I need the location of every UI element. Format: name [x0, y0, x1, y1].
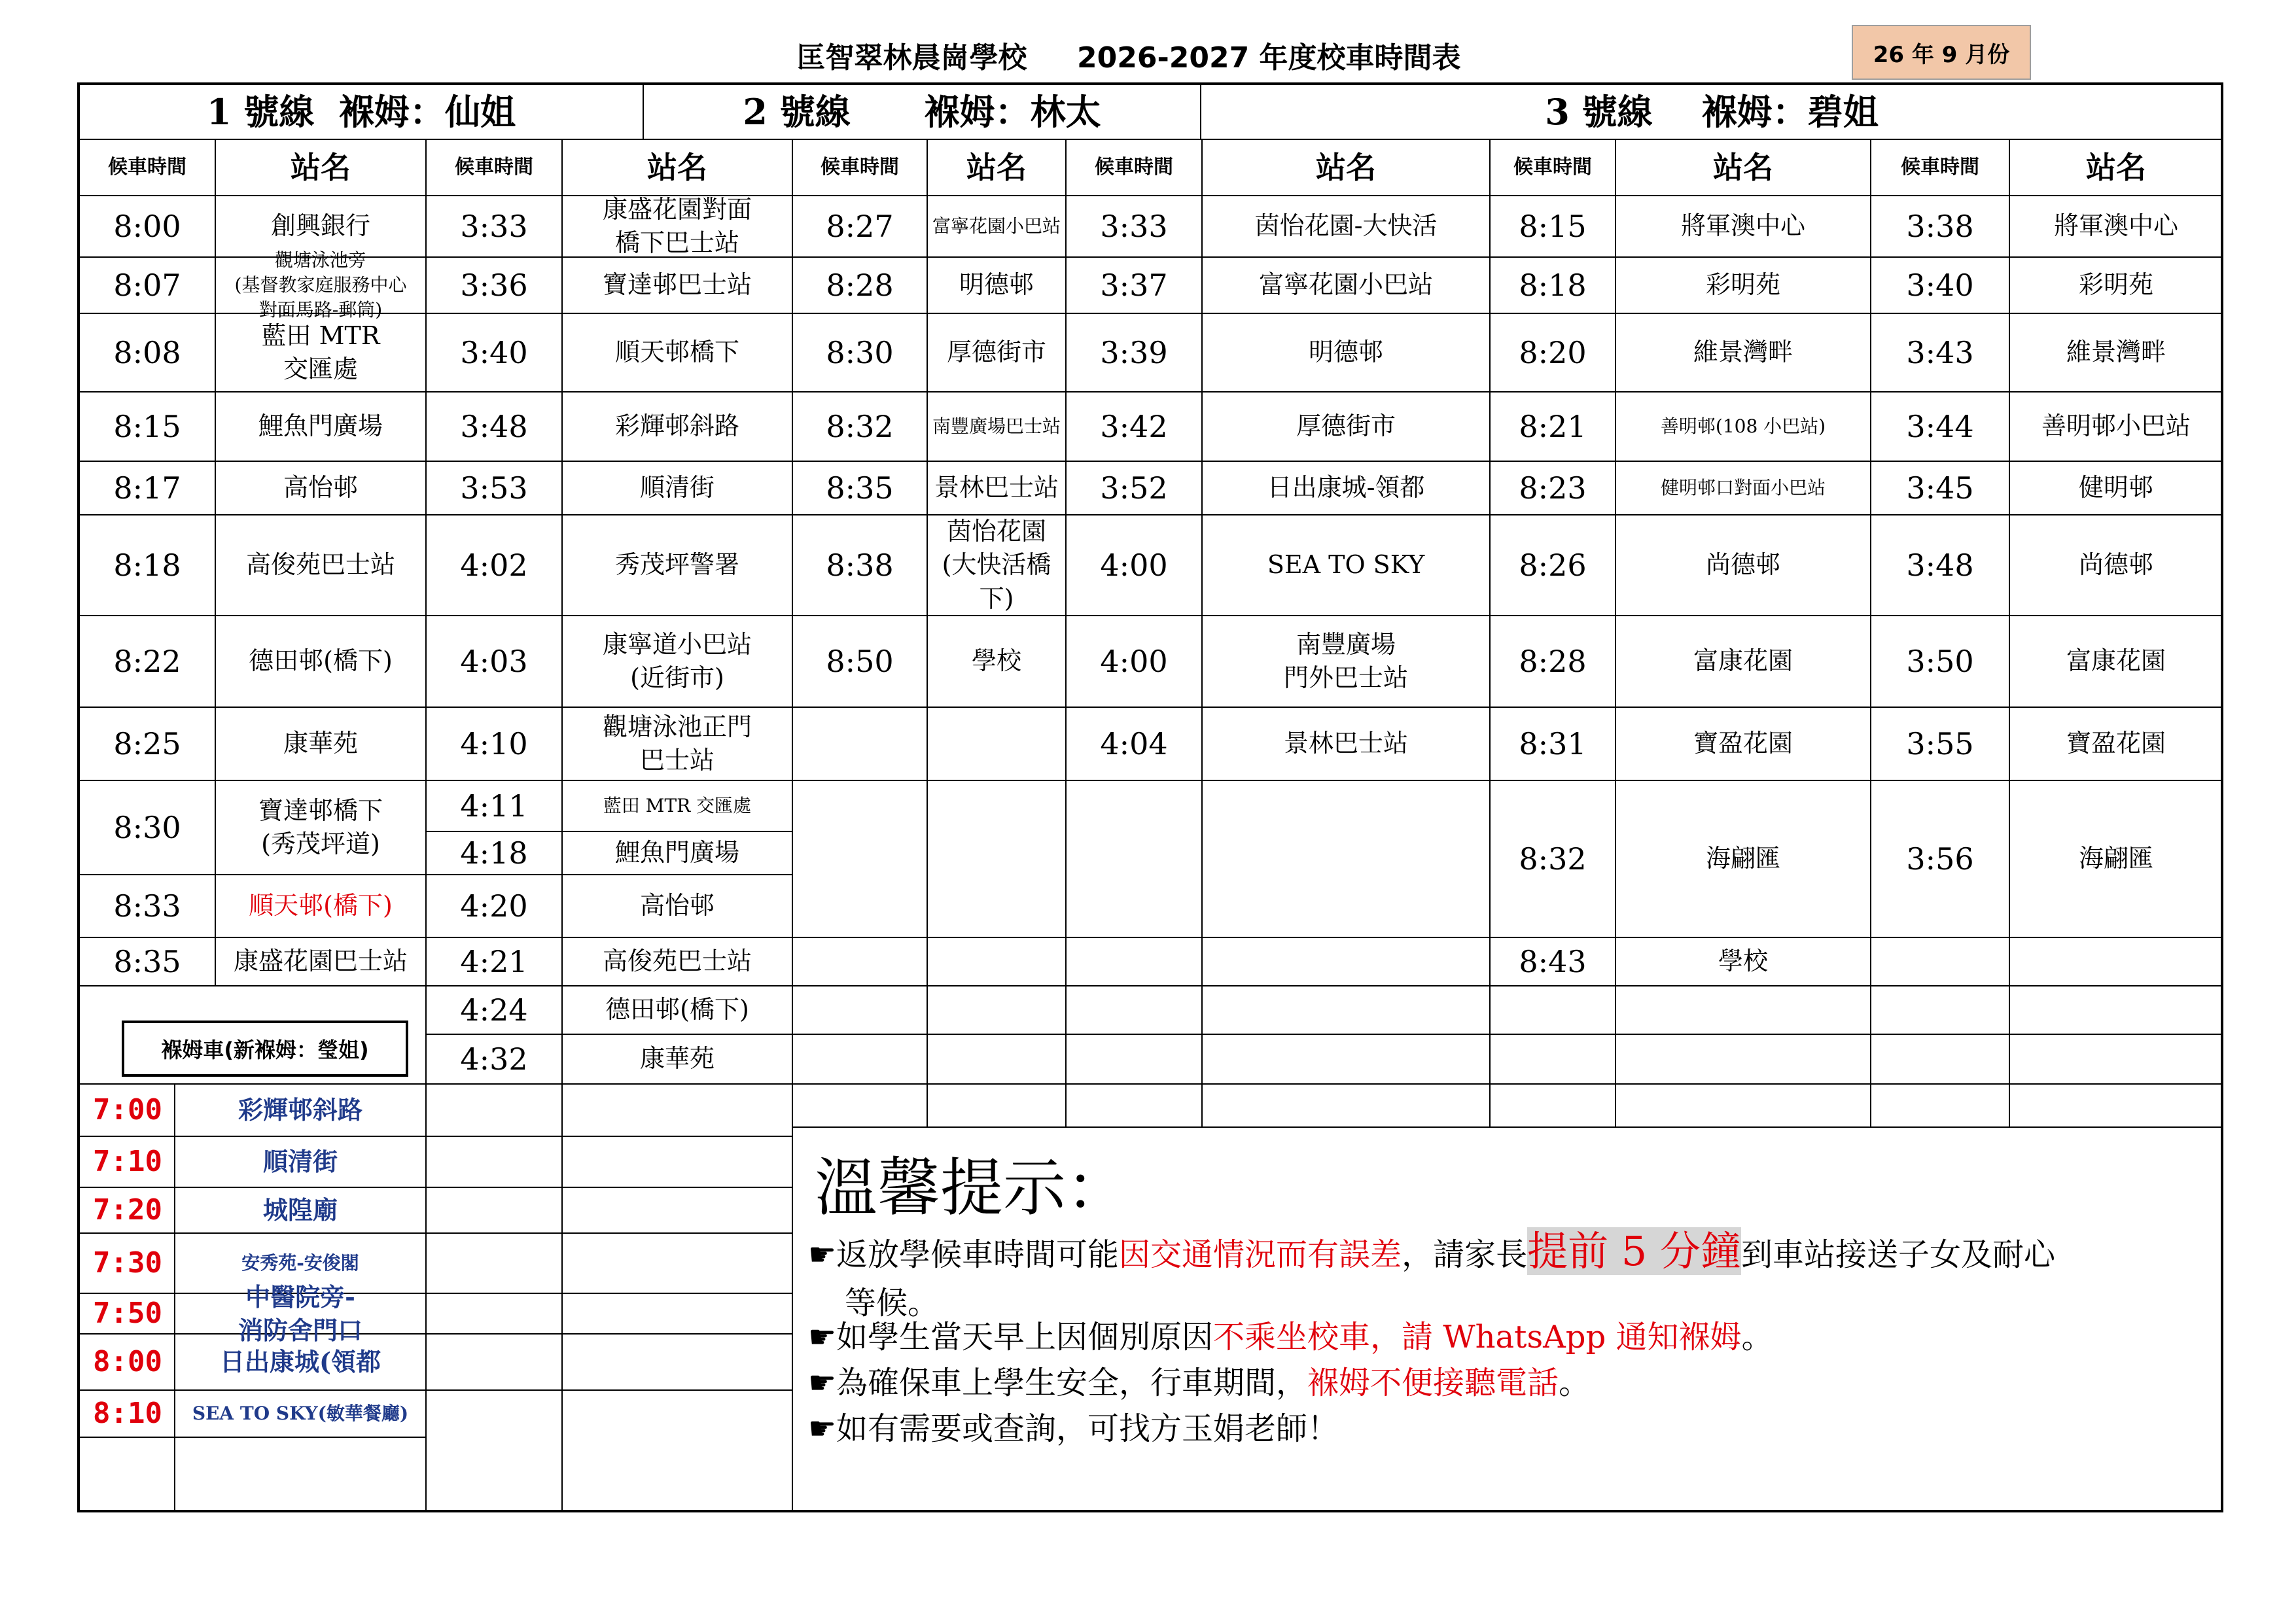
r3-pm-time: 3:55 [1871, 708, 2010, 781]
r2-pm-time: 3:33 [1067, 196, 1203, 258]
nanny-stop: 安秀苑-安俊閣 [175, 1234, 427, 1294]
r3-am-empty [1616, 1035, 1871, 1085]
r2-pm-empty [1067, 781, 1203, 938]
r1-pm-empty [563, 1188, 793, 1234]
r1-pm-stop: 康華苑 [563, 1035, 793, 1085]
r3-am-stop: 富康花園 [1616, 616, 1871, 708]
r1-am-time: 8:17 [80, 462, 216, 515]
r2-am-stop: 景林巴士站 [928, 462, 1067, 515]
r3-am-time: 8:15 [1491, 196, 1616, 258]
tip-1-text: 等候。 [845, 1284, 940, 1321]
r3-am-stop: 尚德邨 [1616, 515, 1871, 616]
r3-am-time: 8:31 [1491, 708, 1616, 781]
r1-am-time: 8:25 [80, 708, 216, 781]
tips-title: 溫馨提示： [815, 1151, 1129, 1225]
col-header-stop: 站名 [2010, 140, 2223, 196]
r2-pm-stop: 富寧花園小巴站 [1203, 258, 1491, 314]
r2-am-time: 8:30 [793, 314, 928, 393]
nanny-bus-label: 褓姆車(新褓姆：瑩姐) [122, 1021, 408, 1077]
r2-pm-stop: 景林巴士站 [1203, 708, 1491, 781]
col-header-stop: 站名 [563, 140, 793, 196]
r3-pm-stop: 彩明苑 [2010, 258, 2223, 314]
r1-am-stop: 觀塘泳池旁 (基督教家庭服務中心 對面馬路-郵筒) [216, 258, 427, 314]
page-title: 匡智翠林晨崗學校 2026-2027 年度校車時間表 [796, 41, 1461, 75]
nanny-time: 7:20 [80, 1188, 175, 1234]
r2-pm-time: 3:39 [1067, 314, 1203, 393]
r1-am-stop: 康華苑 [216, 708, 427, 781]
tip-2 [808, 1315, 2208, 1361]
r3-pm-stop: 將軍澳中心 [2010, 196, 2223, 258]
col-header-time: 候車時間 [80, 140, 216, 196]
tips-section [795, 1125, 2223, 1512]
r3-pm-empty [1871, 986, 2010, 1035]
r1-pm-time: 4:10 [427, 708, 563, 781]
col-header-time: 候車時間 [1871, 140, 2010, 196]
r2-am-time: 8:35 [793, 462, 928, 515]
r1-pm-stop: 高俊苑巴士站 [563, 938, 793, 986]
r3-am-stop: 學校 [1616, 938, 1871, 986]
r3-am-stop: 將軍澳中心 [1616, 196, 1871, 258]
tip-3-text: ☛為確保車上學生安全，行車期間， [808, 1365, 1308, 1401]
r2-am-empty [793, 1035, 928, 1085]
r1-am-time: 8:00 [80, 196, 216, 258]
r2-pm-time: 4:04 [1067, 708, 1203, 781]
r3-pm-empty [2010, 986, 2223, 1035]
nanny-time: 8:00 [80, 1335, 175, 1391]
r3-am-time: 8:32 [1491, 781, 1616, 938]
tip-2-red: 不乘坐校車，請 WhatsApp 通知褓姆 [1213, 1319, 1742, 1355]
r2-am-stop: 茵怡花園 (大快活橋下) [928, 515, 1067, 616]
tip-1-text: ，請家長 [1402, 1236, 1528, 1273]
nanny-stop: 順清街 [175, 1137, 427, 1188]
r1-pm-time: 4:20 [427, 875, 563, 938]
r3-pm-empty [2010, 1085, 2223, 1128]
route-2-header: 2 號線 褓姆：林太 [644, 85, 1201, 140]
r2-am-stop: 厚德街市 [928, 314, 1067, 393]
month-badge: 26 年 9 月份 [1852, 25, 2031, 80]
r2-pm-empty [1203, 1085, 1491, 1128]
r3-am-stop: 維景灣畔 [1616, 314, 1871, 393]
r1-pm-empty [427, 1391, 563, 1512]
r1-pm-empty [563, 1391, 793, 1512]
r1-pm-time: 4:21 [427, 938, 563, 986]
r3-pm-time: 3:40 [1871, 258, 2010, 314]
r3-am-time: 8:28 [1491, 616, 1616, 708]
r2-am-empty [928, 986, 1067, 1035]
col-header-time: 候車時間 [1067, 140, 1203, 196]
r1-pm-stop: 順清街 [563, 462, 793, 515]
col-header-stop: 站名 [216, 140, 427, 196]
r1-am-time: 8:35 [80, 938, 216, 986]
r1-pm-empty [427, 1188, 563, 1234]
r3-am-stop: 善明邨(108 小巴站) [1616, 393, 1871, 462]
nanny-time: 7:50 [80, 1294, 175, 1335]
r3-am-time: 8:26 [1491, 515, 1616, 616]
r3-am-stop: 海翩匯 [1616, 781, 1871, 938]
nanny-time: 7:00 [80, 1085, 175, 1137]
r1-am-stop: 鯉魚門廣場 [216, 393, 427, 462]
r1-pm-empty [563, 1085, 793, 1137]
r1-pm-time: 4:02 [427, 515, 563, 616]
r1-pm-empty [563, 1335, 793, 1391]
r2-pm-stop: 明德邨 [1203, 314, 1491, 393]
r2-pm-time: 3:42 [1067, 393, 1203, 462]
r2-pm-empty [1067, 1085, 1203, 1128]
r3-am-empty [1491, 1085, 1616, 1128]
r1-am-stop: 德田邨(橋下) [216, 616, 427, 708]
r1-pm-stop: 順天邨橋下 [563, 314, 793, 393]
col-header-stop: 站名 [1203, 140, 1491, 196]
r1-pm-stop: 觀塘泳池正門 巴士站 [563, 708, 793, 781]
r1-pm-empty [563, 1234, 793, 1294]
r1-am-stop: 高俊苑巴士站 [216, 515, 427, 616]
r3-pm-empty [1871, 1085, 2010, 1128]
r1-am-time: 8:22 [80, 616, 216, 708]
r3-pm-time: 3:45 [1871, 462, 2010, 515]
r3-am-time: 8:23 [1491, 462, 1616, 515]
col-header-time: 候車時間 [793, 140, 928, 196]
r2-pm-stop: 南豐廣場 門外巴士站 [1203, 616, 1491, 708]
r2-pm-empty [1203, 986, 1491, 1035]
col-header-time: 候車時間 [1491, 140, 1616, 196]
r2-pm-stop: 茵怡花園-大快活 [1203, 196, 1491, 258]
r1-am-time: 8:15 [80, 393, 216, 462]
tip-3-text: 。 [1559, 1365, 1591, 1401]
tip-1 [808, 1222, 2208, 1326]
r3-pm-stop: 富康花園 [2010, 616, 2223, 708]
nanny-stop: 日出康城(領都 [175, 1335, 427, 1391]
r1-pm-stop: 康盛花園對面 橋下巴士站 [563, 196, 793, 258]
route-3-header: 3 號線 褓姆：碧姐 [1201, 85, 2223, 140]
r2-pm-empty [1203, 781, 1491, 938]
r3-pm-time: 3:43 [1871, 314, 2010, 393]
tip-2-text: 。 [1741, 1319, 1773, 1355]
r2-pm-time: 4:00 [1067, 616, 1203, 708]
r2-pm-stop: 日出康城-領都 [1203, 462, 1491, 515]
r1-pm-time: 4:18 [427, 832, 563, 875]
r3-pm-empty [1871, 1035, 2010, 1085]
r1-pm-time: 4:32 [427, 1035, 563, 1085]
r1-pm-empty [427, 1335, 563, 1391]
r2-am-empty [793, 938, 928, 986]
col-header-time: 候車時間 [427, 140, 563, 196]
r3-pm-stop: 健明邨 [2010, 462, 2223, 515]
r1-pm-time: 3:33 [427, 196, 563, 258]
r2-am-time: 8:50 [793, 616, 928, 708]
r1-am-time: 8:30 [80, 781, 216, 875]
r1-pm-time: 3:48 [427, 393, 563, 462]
r2-am-time: 8:27 [793, 196, 928, 258]
r1-pm-time: 3:40 [427, 314, 563, 393]
r3-pm-time: 3:50 [1871, 616, 2010, 708]
r2-pm-stop: SEA TO SKY [1203, 515, 1491, 616]
r3-am-empty [1491, 986, 1616, 1035]
r1-pm-stop: 德田邨(橋下) [563, 986, 793, 1035]
r1-pm-stop: 高怡邨 [563, 875, 793, 938]
r3-am-time: 8:18 [1491, 258, 1616, 314]
tip-1-text: ☛返放學候車時間可能 [808, 1236, 1120, 1273]
tip-3 [808, 1361, 2208, 1406]
r2-am-stop: 富寧花園小巴站 [928, 196, 1067, 258]
r3-pm-stop: 善明邨小巴站 [2010, 393, 2223, 462]
r1-pm-stop: 秀茂坪警署 [563, 515, 793, 616]
nanny-time: 7:30 [80, 1234, 175, 1294]
r3-am-empty [1491, 1035, 1616, 1085]
r1-pm-time: 4:03 [427, 616, 563, 708]
r2-pm-stop: 厚德街市 [1203, 393, 1491, 462]
tip-1-highlight: 提前 5 分鐘 [1527, 1227, 1741, 1275]
r3-pm-empty [1871, 938, 2010, 986]
r1-pm-stop: 寶達邨巴士站 [563, 258, 793, 314]
nanny-stop: 彩輝邨斜路 [175, 1085, 427, 1137]
r3-pm-empty [2010, 938, 2223, 986]
nanny-stop: SEA TO SKY(敏華餐廳) [175, 1391, 427, 1438]
r1-am-time: 8:33 [80, 875, 216, 938]
r3-am-time: 8:20 [1491, 314, 1616, 393]
col-header-stop: 站名 [1616, 140, 1871, 196]
r1-am-stop: 藍田 MTR 交匯處 [216, 314, 427, 393]
r1-pm-time: 4:24 [427, 986, 563, 1035]
r2-pm-empty [1067, 1035, 1203, 1085]
r2-pm-empty [1203, 1035, 1491, 1085]
route-1-header: 1 號線 褓姆：仙姐 [80, 85, 644, 140]
r1-pm-stop: 康寧道小巴站 (近街市) [563, 616, 793, 708]
r2-am-time: 8:28 [793, 258, 928, 314]
r1-am-stop: 康盛花園巴士站 [216, 938, 427, 986]
r2-am-empty [793, 1085, 928, 1128]
nanny-stop: 城隍廟 [175, 1188, 427, 1234]
r2-pm-empty [1067, 986, 1203, 1035]
r1-pm-empty [427, 1085, 563, 1137]
r3-am-stop: 寶盈花園 [1616, 708, 1871, 781]
r3-pm-time: 3:44 [1871, 393, 2010, 462]
r1-pm-empty [427, 1294, 563, 1335]
r2-am-empty [928, 781, 1067, 938]
r2-pm-empty [1067, 938, 1203, 986]
r2-pm-empty [1203, 938, 1491, 986]
r1-am-stop: 創興銀行 [216, 196, 427, 258]
r2-am-stop: 明德邨 [928, 258, 1067, 314]
r1-pm-empty [427, 1137, 563, 1188]
r1-pm-empty [563, 1294, 793, 1335]
r1-am-time: 8:18 [80, 515, 216, 616]
r3-pm-time: 3:48 [1871, 515, 2010, 616]
tip-2-text: ☛如學生當天早上因個別原因 [808, 1319, 1214, 1355]
r2-am-empty [928, 708, 1067, 781]
tip-3-red: 褓姆不便接聽電話 [1307, 1365, 1559, 1401]
r3-pm-stop: 海翩匯 [2010, 781, 2223, 938]
nanny-stop: 中醫院旁- 消防舍門口 [175, 1294, 427, 1335]
r2-am-empty [793, 708, 928, 781]
nanny-time: 7:10 [80, 1137, 175, 1188]
r1-pm-time: 4:11 [427, 781, 563, 832]
r3-pm-stop: 維景灣畔 [2010, 314, 2223, 393]
r3-am-time: 8:43 [1491, 938, 1616, 986]
r1-am-time: 8:08 [80, 314, 216, 393]
r1-am-stop: 順天邨(橋下) [216, 875, 427, 938]
col-header-stop: 站名 [928, 140, 1067, 196]
r2-am-empty [928, 938, 1067, 986]
r2-am-time: 8:38 [793, 515, 928, 616]
nanny-empty [80, 1438, 175, 1512]
r2-am-empty [793, 781, 928, 938]
r1-pm-stop: 彩輝邨斜路 [563, 393, 793, 462]
r2-am-empty [793, 986, 928, 1035]
r2-pm-time: 3:52 [1067, 462, 1203, 515]
r3-pm-time: 3:56 [1871, 781, 2010, 938]
r3-am-empty [1616, 986, 1871, 1035]
r3-pm-time: 3:38 [1871, 196, 2010, 258]
r1-am-stop: 寶達邨橋下 (秀茂坪道) [216, 781, 427, 875]
r1-pm-time: 3:53 [427, 462, 563, 515]
r1-pm-empty [427, 1234, 563, 1294]
r1-pm-stop: 鯉魚門廣場 [563, 832, 793, 875]
r1-pm-stop: 藍田 MTR 交匯處 [563, 781, 793, 832]
r2-pm-time: 3:37 [1067, 258, 1203, 314]
r3-am-empty [1616, 1085, 1871, 1128]
r1-pm-empty [563, 1137, 793, 1188]
r2-pm-time: 4:00 [1067, 515, 1203, 616]
nanny-time: 8:10 [80, 1391, 175, 1438]
r1-am-stop: 高怡邨 [216, 462, 427, 515]
r3-am-stop: 彩明苑 [1616, 258, 1871, 314]
r2-am-stop: 學校 [928, 616, 1067, 708]
tip-1-red: 因交通情況而有誤差 [1119, 1236, 1402, 1273]
r3-pm-empty [2010, 1035, 2223, 1085]
r3-pm-stop: 尚德邨 [2010, 515, 2223, 616]
r3-pm-stop: 寶盈花園 [2010, 708, 2223, 781]
r2-am-stop: 南豐廣場巴士站 [928, 393, 1067, 462]
r2-am-empty [928, 1035, 1067, 1085]
nanny-empty [175, 1438, 427, 1512]
tip-1-text: 到車站接送子女及耐心 [1740, 1236, 2055, 1273]
r3-am-stop: 健明邨口對面小巴站 [1616, 462, 1871, 515]
r2-am-time: 8:32 [793, 393, 928, 462]
r1-am-time: 8:07 [80, 258, 216, 314]
r2-am-empty [928, 1085, 1067, 1128]
tip-4: ☛如有需要或查詢，可找方玉娟老師！ [808, 1410, 1339, 1447]
r1-pm-time: 3:36 [427, 258, 563, 314]
r3-am-time: 8:21 [1491, 393, 1616, 462]
